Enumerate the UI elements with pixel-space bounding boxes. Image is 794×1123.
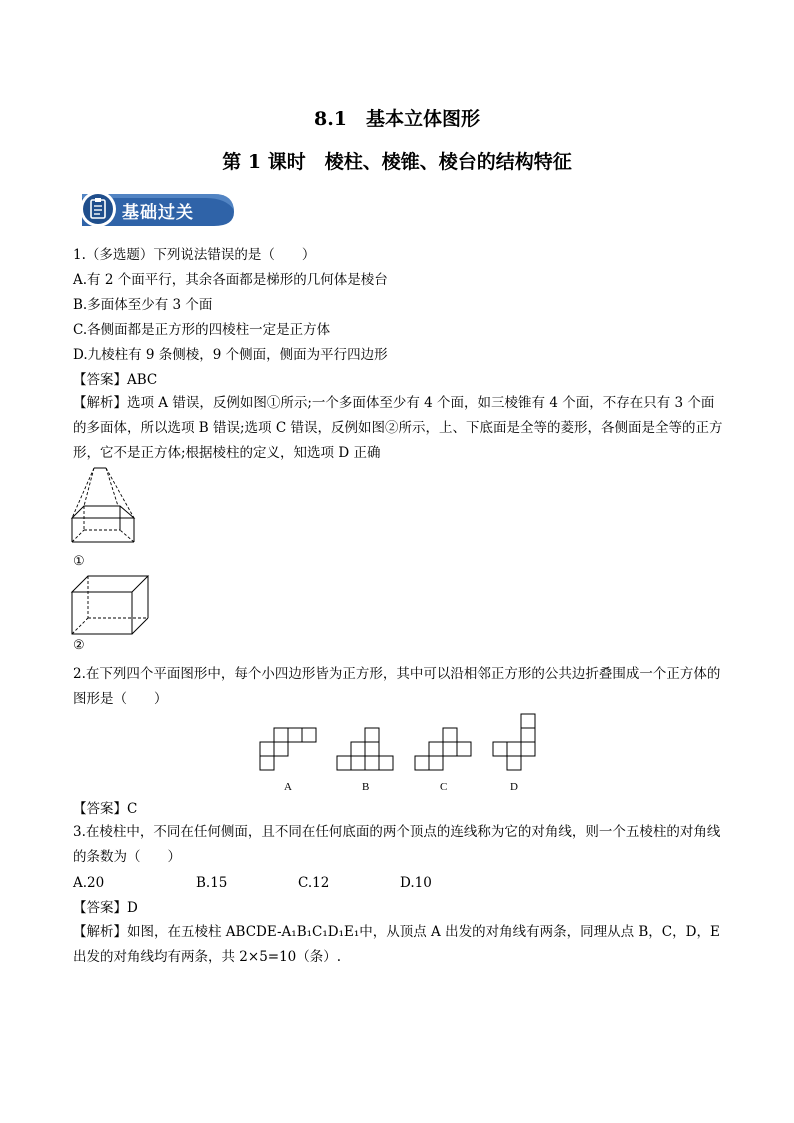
section-badge-label: 基础过关 [122,203,194,223]
page-title: 8.1 基本立体图形 [313,108,481,130]
q3-option-b: B.15 [196,875,228,891]
q3-analysis: 【解析】如图，在五棱柱 ABCDE-A₁B₁C₁D₁E₁中，从顶点 A 出发的对角线有两条，同理从点 B，C，D，E 出发的对角线均有两条，共 2×5=10（条）. [73,924,720,965]
q3-stem: 3.在棱柱中，不同在任何侧面，且不同在任何底面的两个顶点的连线称为它的对角线，则一个五棱柱的对角线的条数为（ ） [73,824,721,865]
net-c [413,726,475,774]
q1-option-c: C.各侧面都是正方形的四棱柱一定是正方体 [73,322,331,338]
q1-option-b: B.多面体至少有 3 个面 [73,297,213,313]
q1-stem: 1.（多选题）下列说法错误的是（ ） [73,247,316,263]
net-a [258,726,320,774]
q1-answer: 【答案】ABC [73,372,158,388]
net-d-label: D [510,781,518,793]
page-subtitle: 第 1 课时 棱柱、棱锥、棱台的结构特征 [222,151,572,173]
figure-1-label: ① [73,554,85,569]
q3-option-d: D.10 [400,875,432,891]
net-c-label: C [440,781,448,793]
net-d [491,712,541,774]
net-b [335,726,397,774]
q1-analysis: 【解析】选项 A 错误，反例如图①所示;一个多面体至少有 4 个面，如三棱锥有 4 个面，不存在只有 3 个面的多面体，所以选项 B 错误;选项 C 错误，反例如图②所示，上、下底面是全等的菱形，各侧面是全等的正方形，它不是正方体;根据棱柱的定义，知选项 D 正确 [73,395,723,461]
figure-rhombus-prism [70,574,152,638]
q3-option-c: C.12 [298,875,330,891]
q2-stem: 2.在下列四个平面图形中，每个小四边形皆为正方形，其中可以沿相邻正方形的公共边折叠围成一个正方体的图形是（ ） [73,666,721,707]
net-b-label: B [362,781,370,793]
net-a-label: A [284,781,292,793]
q3-option-a: A.20 [73,875,105,891]
q1-option-a: A.有 2 个面平行，其余各面都是梯形的几何体是棱台 [73,272,388,288]
q1-option-d: D.九棱柱有 9 条侧棱，9 个侧面，侧面为平行四边形 [73,347,388,363]
q3-answer: 【答案】D [73,900,138,916]
figure-2-label: ② [73,638,85,653]
q2-answer: 【答案】C [73,801,138,817]
figure-frustum [70,466,140,552]
